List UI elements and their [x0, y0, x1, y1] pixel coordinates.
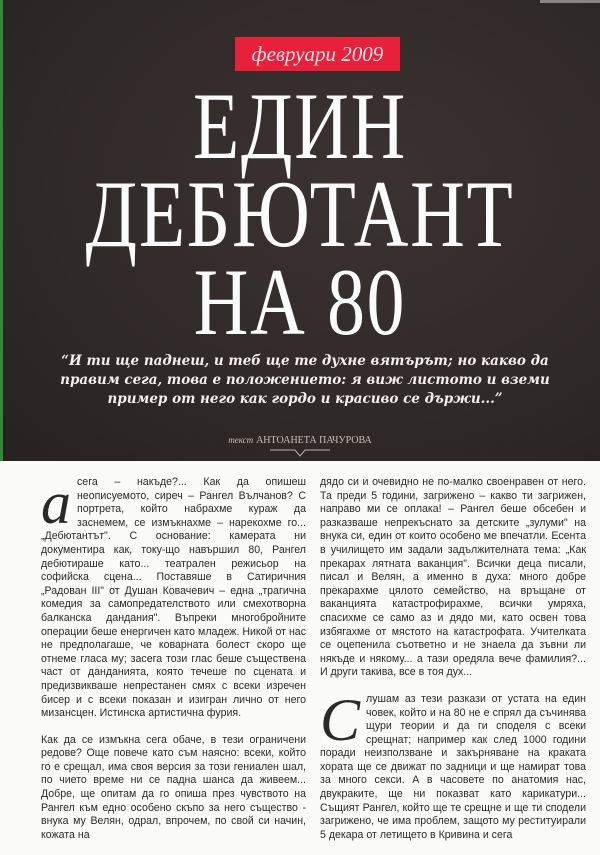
paragraph-3 [320, 686, 586, 843]
headline-line-3: НА 80 [193, 251, 407, 356]
paragraph-1 [41, 470, 306, 721]
paragraph-2-continued: дядо си и очевидно не по-малко своенравен от него. Та преди 5 години, загрижено – какво ти загрижен, направо ми се оплака! – Рангел беше обсебен и разказваше непрекъснато за детските „зулуми" на внука си, един от които особено ме впечатли. Есента в училището им задали задължителната тема: „Как прекарах лятната ваканция". Всички деца писали, писал и Велян, а именно в духа: много добре прекарахме цялото семейство, на връщане от ваканцията катастрофирахме, всички умряха, спасихме се само аз и дядо ми, като освен това избягахме от мястото на катастрофата. Учителката се оцепенила съответно и не знаела да зъвни ли някъде и някому... а тази оредяла вече фамилия?... И други такива, все в тоя дух... [320, 476, 586, 679]
chevron-down-icon [250, 448, 350, 458]
article-column-right [320, 476, 586, 855]
drop-cap: а [41, 470, 71, 536]
paragraph-2: Как да се измъкна сега обаче, в тези ограничени редове? Още повече като съм наясно: всеки, който го е срещал, има своя версия за този гениален шал, по чието време ни се падна шанса да живеем... Добре, ще опитам да го опиша през чувството на Рангел към едно особено скъпо за него същество - внука му Велян, одрал, впрочем, по свой си начин, кожата на [41, 733, 306, 841]
issue-date-tag: февруари 2009 [235, 37, 400, 71]
paragraph-1-text: сега – накъде?... Как да опишеш неописуемото, сиреч – Рангел Вълчанов? С портрета, който набрахме кураж да заснемем, се измъкнахме – нарекохме го... „Дебютантът". С основание: камерата ни документира как, току-що навършил 80, Рангел дебютираше като... театрален режисьор на софийска сцена... Поставяше в Сатиричния „Радован III" от Душан Ковачевич – една „трагична комедия за самопредателството или смехотворна балканска дандания". Въпреки многобройните операции беше енергичен като младеж. Никой от нас не предполагаше, че коварната болест скоро ще отнеме гласа му; засега този глас беше съществена част от данданията, която течеше по сцената и предизвикваше непрестанен смях с всеки изречен бисер и с всеки показан и изигран лично от него мизансцен. Истинска артистична фурия. [41, 476, 306, 720]
pull-quote: “И ти ще паднеш, и теб ще те духне вятърът; но какво да правим сега, това е положението: я виж листото и вземи пример от него как гордо и красиво се държи...” [60, 353, 550, 407]
byline [0, 434, 600, 447]
article-column-left [41, 470, 306, 855]
page-corner [540, 0, 600, 3]
paragraph-3-text: лушам аз тези разкази от устата на един човек, който и на 80 не е спрял да съчинява щури теории и да ги споделя с всеки срещнат; например как след 1000 години поради неизползване и закърняване на краката хората ще се движат по задници и ще намират това за много секси. А в часовете по анатомия нас, двукраките, ще ни показват като карикатури... Същият Рангел, който ще те срещне и ще ти сподели загрижено, че има проблем, защото му реституирали 5 декара от летището в Кривина и сега [320, 692, 586, 841]
byline-author: АНТОАНЕТА ПАЧУРОВА [256, 435, 372, 446]
page-edge-strip [0, 0, 3, 461]
headline-line-1: ЕДИН [192, 75, 408, 180]
byline-label: текст [228, 435, 254, 445]
headline-line-2: ДЕБЮТАНТ [85, 163, 515, 268]
drop-cap: С [320, 686, 361, 753]
